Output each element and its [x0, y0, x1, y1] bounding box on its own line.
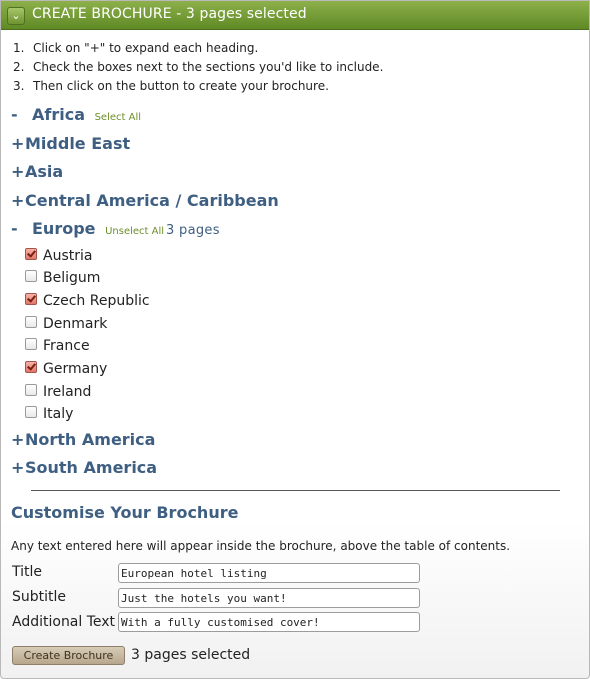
checkbox-ireland[interactable] — [25, 384, 37, 396]
expand-toggle[interactable]: + — [11, 162, 25, 181]
customise-hint: Any text entered here will appear inside the brochure, above the table of contents. — [11, 539, 511, 553]
country-label: France — [43, 338, 90, 354]
region-name[interactable]: Europe — [32, 219, 96, 238]
customise-heading: Customise Your Brochure — [11, 503, 239, 522]
panel-header — [1, 1, 589, 30]
instruction-item: 1. Click on "+" to expand each heading. — [13, 41, 259, 55]
additional-text-field[interactable] — [118, 612, 420, 632]
country-label: Austria — [43, 248, 93, 264]
country-label: Czech Republic — [43, 293, 150, 309]
chevron-down-icon[interactable]: ⌄ — [7, 7, 25, 25]
section-divider — [31, 490, 560, 491]
country-denmark — [25, 314, 107, 334]
checkbox-austria[interactable] — [25, 248, 37, 260]
region-name[interactable]: Middle East — [25, 134, 131, 153]
region-europe — [11, 218, 220, 240]
instruction-item: 3. Then click on the button to create your brochure. — [13, 79, 329, 93]
collapse-toggle[interactable]: - — [11, 219, 18, 238]
region-south-america — [11, 457, 157, 479]
checkbox-denmark[interactable] — [25, 316, 37, 328]
checkbox-czech-republic[interactable] — [25, 293, 37, 305]
checkbox-italy[interactable] — [25, 406, 37, 418]
pages-selected-status: 3 pages selected — [131, 647, 251, 663]
country-label: Beligum — [43, 270, 101, 286]
expand-toggle[interactable]: + — [11, 134, 25, 153]
region-middle-east — [11, 133, 130, 155]
country-label: Ireland — [43, 384, 92, 400]
title-label: Title — [12, 564, 43, 580]
subtitle-label: Subtitle — [12, 589, 67, 605]
instructions-list — [13, 39, 383, 96]
region-north-america — [11, 429, 155, 451]
unselect-all-link[interactable]: Unselect All — [105, 226, 165, 237]
country-label: Germany — [43, 361, 108, 377]
country-ireland — [25, 382, 91, 402]
checkbox-germany[interactable] — [25, 361, 37, 373]
europe-page-count: 3 pages — [166, 223, 220, 238]
region-asia — [11, 161, 63, 183]
select-all-link[interactable]: Select All — [94, 112, 142, 123]
create-brochure-button[interactable]: Create Brochure — [12, 646, 125, 665]
expand-toggle[interactable]: + — [11, 191, 25, 210]
country-germany — [25, 359, 107, 379]
checkbox-beligum[interactable] — [25, 270, 37, 282]
region-name[interactable]: South America — [25, 458, 158, 477]
region-name[interactable]: Asia — [25, 162, 64, 181]
region-central-america-caribbean — [11, 190, 279, 212]
country-beligum — [25, 268, 100, 288]
additional-text-label: Additional Text — [12, 614, 116, 630]
region-name[interactable]: Central America / Caribbean — [25, 191, 279, 210]
title-field[interactable] — [118, 563, 420, 583]
country-czech-republic — [25, 291, 150, 311]
country-italy — [25, 404, 73, 424]
expand-toggle[interactable]: + — [11, 458, 25, 477]
region-africa — [11, 104, 141, 126]
country-label: Denmark — [43, 316, 108, 332]
country-label: Italy — [43, 406, 74, 422]
country-france — [25, 336, 90, 356]
collapse-toggle[interactable]: - — [11, 105, 18, 124]
subtitle-field[interactable] — [118, 588, 420, 608]
panel-title: CREATE BROCHURE - 3 pages selected — [32, 6, 307, 22]
checkbox-france[interactable] — [25, 338, 37, 350]
region-name[interactable]: Africa — [32, 105, 85, 124]
country-austria — [25, 246, 92, 266]
region-name[interactable]: North America — [25, 430, 156, 449]
instruction-item: 2. Check the boxes next to the sections you'd like to include. — [13, 60, 384, 74]
expand-toggle[interactable]: + — [11, 430, 25, 449]
